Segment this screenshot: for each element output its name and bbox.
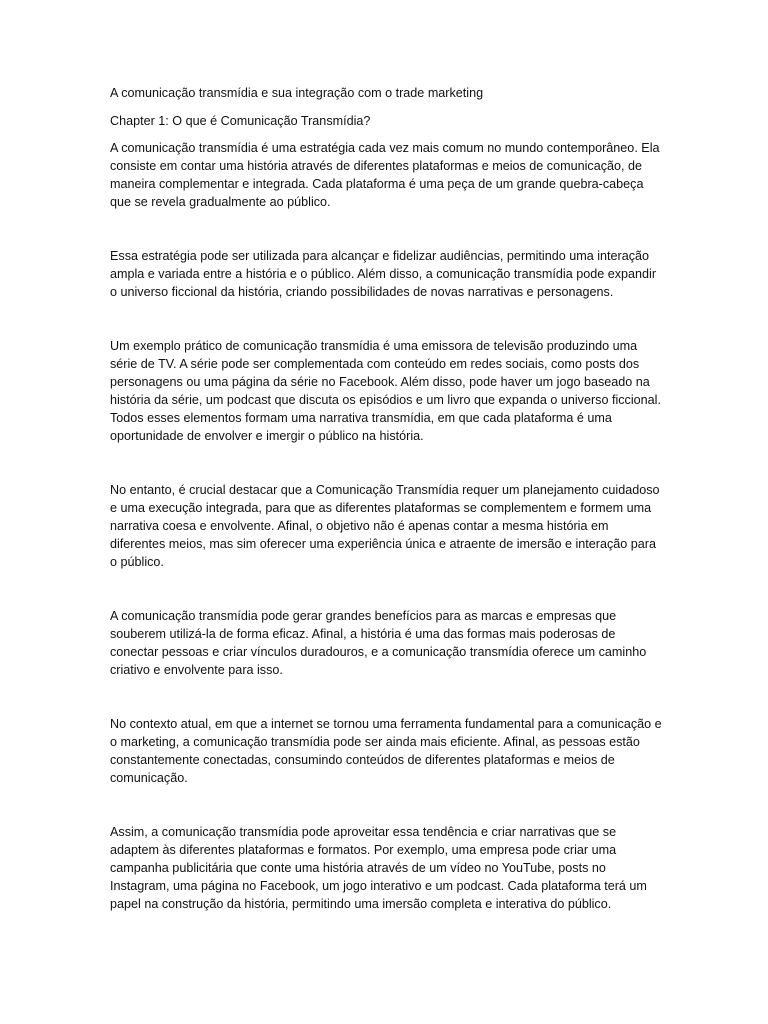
paragraph-2: Essa estratégia pode ser utilizada para alcançar e fidelizar audiências, permitindo uma interação ampla e variada entre a história e o público. Além disso, a comunicação transmídia pode expandir o universo ficcional da história, criando possibilidades de novas narrativas e personagens. xyxy=(110,249,657,299)
paragraph-spacer xyxy=(110,571,662,607)
paragraph-1: A comunicação transmídia é uma estratégia cada vez mais comum no mundo contemporâneo. Ela consiste em contar uma história através de diferentes plataformas e meios de comunicação, de maneira complementar e integrada. Cada plataforma é uma peça de um grande quebra-cabeça que se revela gradualmente ao público. xyxy=(110,141,660,209)
document-body xyxy=(110,84,662,913)
paragraph-spacer xyxy=(110,301,662,337)
paragraph-5: A comunicação transmídia pode gerar grandes benefícios para as marcas e empresas que souberem utilizá-la de forma eficaz. Afinal, a história é uma das formas mais poderosas de conectar pessoas e criar vínculos duradouros, e a comunicação transmídia oferece um caminho criativo e envolvente para isso. xyxy=(110,609,647,677)
paragraph-7: Assim, a comunicação transmídia pode aproveitar essa tendência e criar narrativas que se adaptem às diferentes plataformas e formatos. Por exemplo, uma empresa pode criar uma campanha publicitária que conte uma história através de um vídeo no YouTube, posts no Instagram, uma página no Facebook, um jogo interativo e um podcast. Cada plataforma terá um papel na construção da história, permitindo uma imersão completa e interativa do público. xyxy=(110,825,647,911)
paragraph-6: No contexto atual, em que a internet se tornou uma ferramenta fundamental para a comunicação e o marketing, a comunicação transmídia pode ser ainda mais eficiente. Afinal, as pessoas estão constantemente conectadas, consumindo conteúdos de diferentes plataformas e meios de comunicação. xyxy=(110,717,662,785)
chapter-heading: Chapter 1: O que é Comunicação Transmídia? xyxy=(110,114,371,128)
document-title: A comunicação transmídia e sua integração com o trade marketing xyxy=(110,86,484,100)
paragraph-spacer xyxy=(110,679,662,715)
paragraph-spacer xyxy=(110,787,662,823)
paragraph-4: No entanto, é crucial destacar que a Comunicação Transmídia requer um planejamento cuidadoso e uma execução integrada, para que as diferentes plataformas se complementem e formem uma narrativa coesa e envolvente. Afinal, o objetivo não é apenas contar a mesma história em diferentes meios, mas sim oferecer uma experiência única e atraente de imersão e interação para o público. xyxy=(110,483,660,569)
paragraph-3: Um exemplo prático de comunicação transmídia é uma emissora de televisão produzindo uma série de TV. A série pode ser complementada com conteúdo em redes sociais, como posts dos personagens ou uma página da série no Facebook. Além disso, pode haver um jogo baseado na história da série, um podcast que discuta os episódios e um livro que expanda o universo ficcional. Todos esses elementos formam uma narrativa transmídia, em que cada plataforma é uma oportunidade de envolver e imergir o público na história. xyxy=(110,339,661,443)
paragraph-spacer xyxy=(110,445,662,481)
paragraph-spacer xyxy=(110,211,662,247)
